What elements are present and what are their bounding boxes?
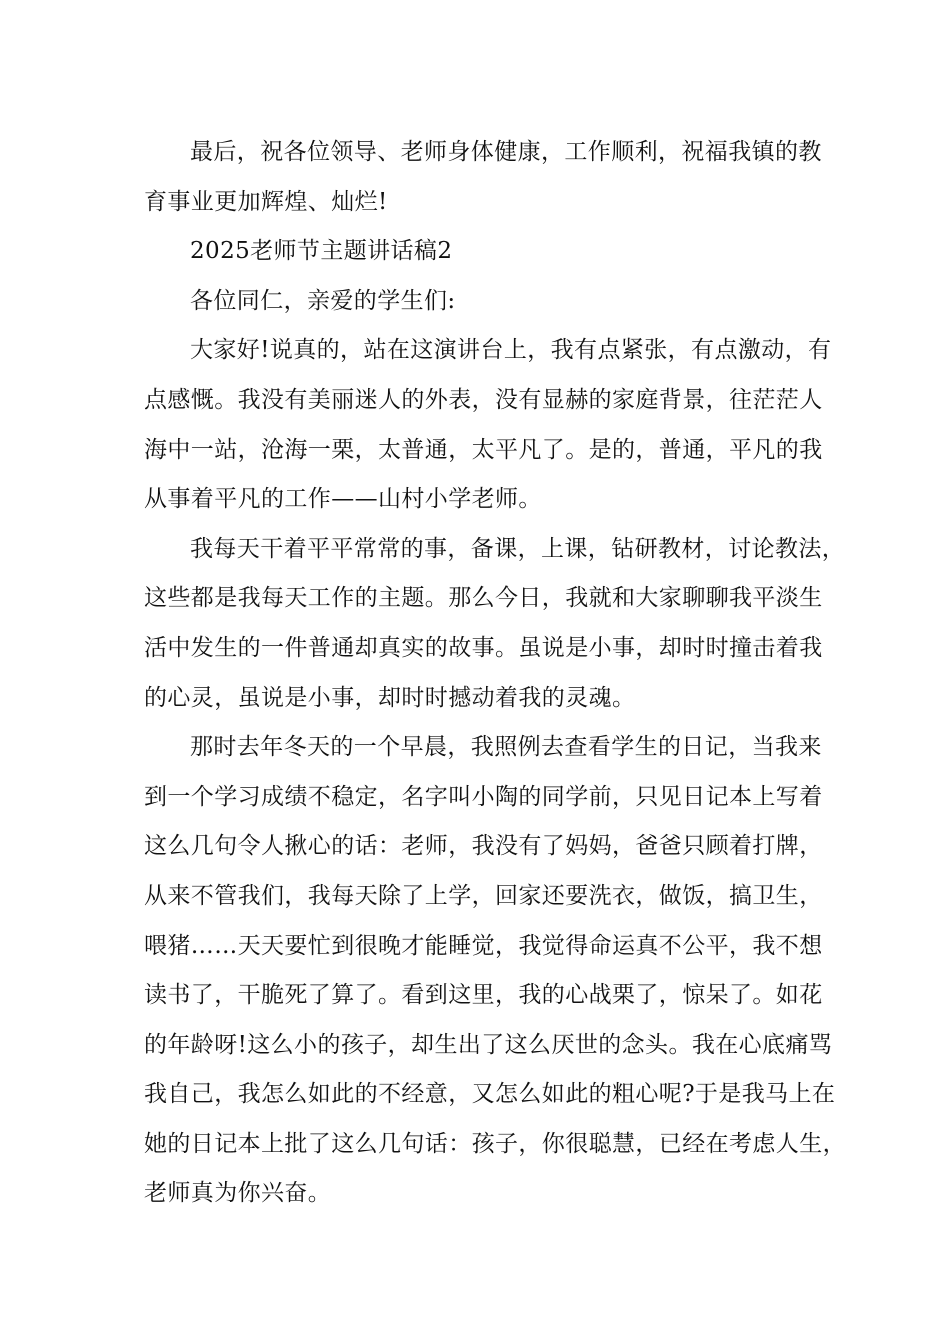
paragraph-line: 最后，祝各位领导、老师身体健康，工作顺利，祝福我镇的教 <box>190 139 822 165</box>
paragraph-line: 海中一站，沧海一栗，太普通，太平凡了。是的，普通，平凡的我 <box>144 436 823 463</box>
paragraph-line: 的心灵，虽说是小事，却时时撼动着我的灵魂。 <box>144 684 636 711</box>
paragraph-line: 的年龄呀!这么小的孩子，却生出了这么厌世的念头。我在心底痛骂 <box>144 1031 833 1058</box>
paragraph-line: 从来不管我们，我每天除了上学，回家还要洗衣，做饭，搞卫生， <box>144 882 823 909</box>
paragraph-line: 大家好!说真的，站在这演讲台上，我有点紧张，有点激动，有 <box>190 337 832 364</box>
paragraph-line: 这么几句令人揪心的话：老师，我没有了妈妈，爸爸只顾着打牌， <box>144 833 823 860</box>
document-body <box>144 128 846 1219</box>
paragraph-line: 读书了，干脆死了算了。看到这里，我的心战栗了，惊呆了。如花 <box>144 982 823 1009</box>
paragraph-line: 我自己，我怎么如此的不经意，又怎么如此的粗心呢?于是我马上在 <box>144 1081 836 1108</box>
salutation: 各位同仁，亲爱的学生们: <box>190 287 456 314</box>
paragraph-line: 到一个学习成绩不稳定，名字叫小陶的同学前，只见日记本上写着 <box>144 783 823 810</box>
paragraph-line: 活中发生的一件普通却真实的故事。虽说是小事，却时时撞击着我 <box>144 634 823 661</box>
paragraph-line: 老师真为你兴奋。 <box>144 1180 332 1207</box>
paragraph-line: 点感慨。我没有美丽迷人的外表，没有显赫的家庭背景，往茫茫人 <box>144 386 823 413</box>
paragraph-line: 这些都是我每天工作的主题。那么今日，我就和大家聊聊我平淡生 <box>144 585 823 612</box>
paragraph-line: 那时去年冬天的一个早晨，我照例去查看学生的日记，当我来 <box>190 734 822 761</box>
paragraph-line: 她的日记本上批了这么几句话：孩子，你很聪慧，已经在考虑人生， <box>144 1130 846 1157</box>
paragraph-line: 喂猪……天天要忙到很晚才能睡觉，我觉得命运真不公平，我不想 <box>144 932 823 959</box>
section-heading: 2025老师节主题讲话稿2 <box>190 238 453 265</box>
paragraph-line: 育事业更加辉煌、灿烂! <box>144 188 388 215</box>
paragraph-line: 从事着平凡的工作——山村小学老师。 <box>144 486 542 513</box>
paragraph-line: 我每天干着平平常常的事，备课，上课，钻研教材，讨论教法， <box>190 535 846 562</box>
